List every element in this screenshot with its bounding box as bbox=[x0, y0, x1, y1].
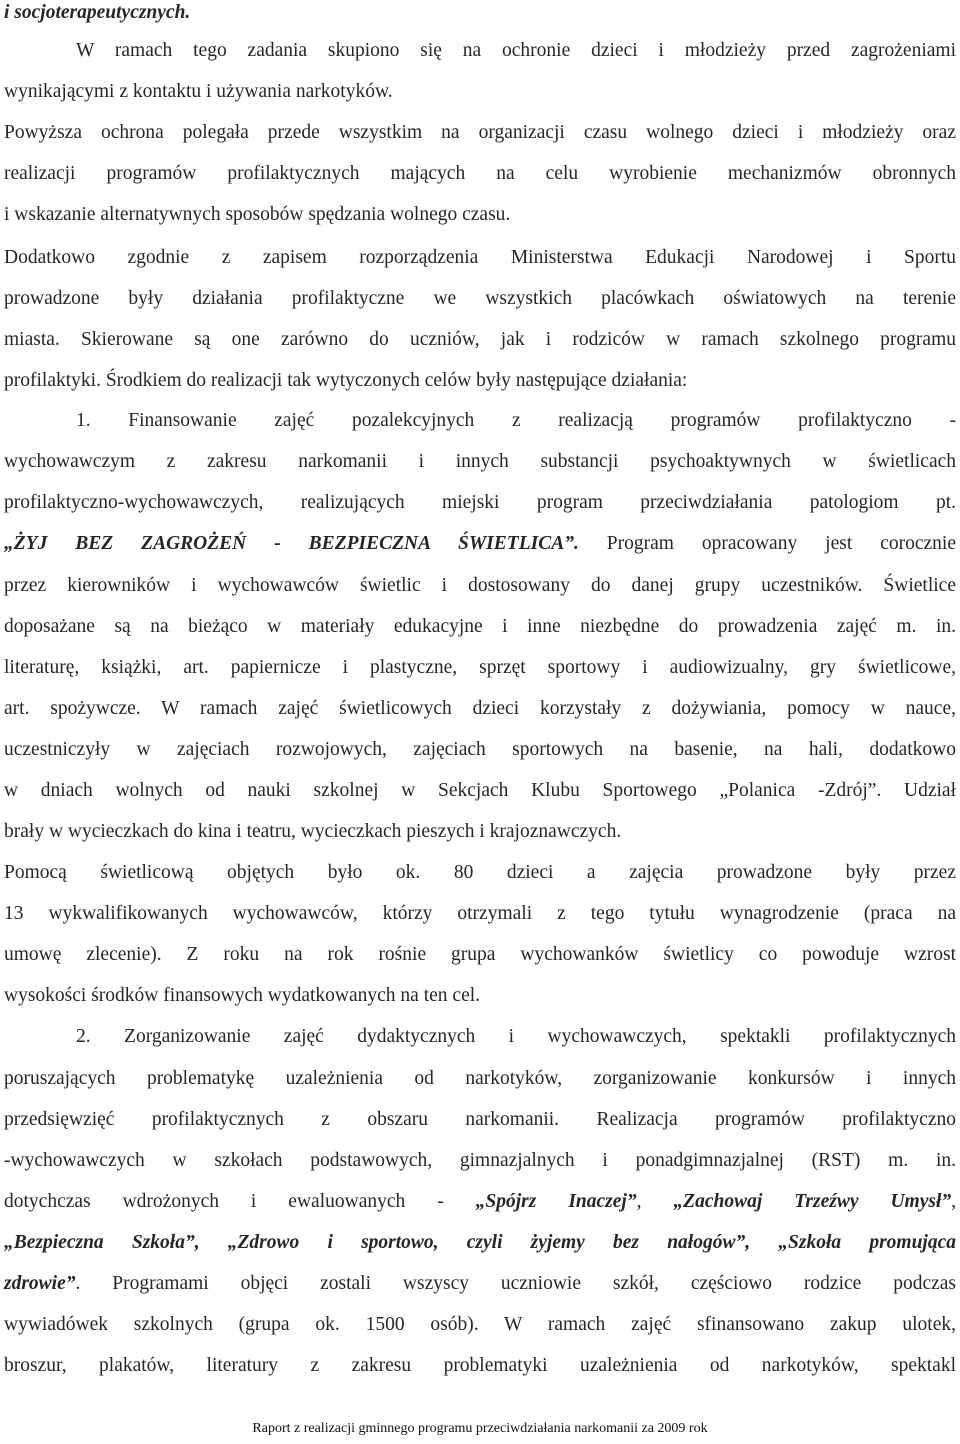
text-line bbox=[4, 1189, 956, 1215]
program-name: „Spójrz Inaczej” bbox=[475, 1191, 637, 1212]
program-name: zdrowie” bbox=[4, 1273, 76, 1294]
text-line: przedsięwzięć profilaktycznych z obszaru narkomanii. Realizacja programów profilaktyczno bbox=[4, 1109, 956, 1130]
text-line: Powyższa ochrona polegała przede wszystkim na organizacji czasu wolnego dzieci i młodzieży oraz bbox=[4, 122, 956, 143]
text-line: art. spożywcze. W ramach zajęć świetlicowych dzieci korzystały z dożywiania, pomocy w nauce, bbox=[4, 698, 956, 719]
text-line: w dniach wolnych od nauki szkolnej w Sekcjach Klubu Sportowego „Polanica -Zdrój”. Udział bbox=[4, 780, 956, 801]
text-line: uczestniczyły w zajęciach rozwojowych, zajęciach sportowych na basenie, na hali, dodatkowo bbox=[4, 739, 956, 760]
text-line: miasta. Skierowane są one zarówno do uczniów, jak i rodziców w ramach szkolnego programu bbox=[4, 329, 956, 350]
text-line: Dodatkowo zgodnie z zapisem rozporządzenia Ministerstwa Edukacji Narodowej i Sportu bbox=[4, 247, 956, 268]
text-span: , bbox=[951, 1191, 956, 1212]
program-title: „ŻYJ BEZ ZAGROŻEŃ - BEZPIECZNA ŚWIETLICA”. bbox=[4, 533, 579, 554]
page-footer: Raport z realizacji gminnego programu przeciwdziałania narkomanii za 2009 rok bbox=[252, 1421, 708, 1436]
text-line: prowadzone były działania profilaktyczne we wszystkich placówkach oświatowych na terenie bbox=[4, 288, 956, 309]
text-line: wysokości środków finansowych wydatkowanych na ten cel. bbox=[4, 985, 481, 1006]
text-line: W ramach tego zadania skupiono się na ochronie dzieci i młodzieży przed zagrożeniami bbox=[76, 40, 956, 61]
text-line: broszur, plakatów, literatury z zakresu problematyki uzależnienia od narkotyków, spektakl bbox=[4, 1355, 956, 1376]
text-line: wychowawczym z zakresu narkomanii i innych substancji psychoaktywnych w świetlicach bbox=[4, 451, 956, 472]
text-line: realizacji programów profilaktycznych mających na celu wyrobienie mechanizmów obronnych bbox=[4, 163, 956, 184]
text-line: umowę zlecenie). Z roku na rok rośnie grupa wychowanków świetlicy co powoduje wzrost bbox=[4, 944, 956, 965]
list-item-2-line: 2. Zorganizowanie zajęć dydaktycznych i wychowawczych, spektakli profilaktycznych bbox=[76, 1026, 956, 1047]
program-name: „Zachowaj Trzeźwy Umysł” bbox=[673, 1191, 952, 1212]
text-line bbox=[4, 1271, 956, 1297]
text-line: 13 wykwalifikowanych wychowawców, którzy otrzymali z tego tytułu wynagrodzenie (praca na bbox=[4, 903, 956, 924]
text-line: i wskazanie alternatywnych sposobów spędzania wolnego czasu. bbox=[4, 204, 511, 225]
text-line: doposażane są na bieżąco w materiały edukacyjne i inne niezbędne do prowadzenia zajęć m. in. bbox=[4, 616, 956, 637]
text-line bbox=[4, 531, 956, 557]
text-line: -wychowawczych w szkołach podstawowych, gimnazjalnych i ponadgimnazjalnej (RST) m. in. bbox=[4, 1150, 956, 1171]
text-line: profilaktyczno-wychowawczych, realizujących miejski program przeciwdziałania patologiom pt. bbox=[4, 492, 956, 513]
text-line: i socjoterapeutycznych. bbox=[4, 2, 191, 23]
list-item-1-line: 1. Finansowanie zajęć pozalekcyjnych z realizacją programów profilaktyczno - bbox=[76, 410, 956, 431]
text-line: Pomocą świetlicową objętych było ok. 80 dzieci a zajęcia prowadzone były przez bbox=[4, 862, 956, 883]
text-span: , bbox=[636, 1191, 674, 1212]
text-line: wynikającymi z kontaktu i używania narkotyków. bbox=[4, 81, 393, 102]
text-span: dotychczas wdrożonych i ewaluowanych - bbox=[4, 1191, 476, 1212]
text-line: brały w wycieczkach do kina i teatru, wycieczkach pieszych i krajoznawczych. bbox=[4, 821, 622, 842]
text-span: . Programami objęci zostali wszyscy uczniowie szkół, częściowo rodzice podczas bbox=[75, 1273, 956, 1294]
text-span: Program opracowany jest corocznie bbox=[578, 533, 956, 554]
program-names-line: „Bezpieczna Szkoła”, „Zdrowo i sportowo, czyli żyjemy bez nałogów”, „Szkoła promująca bbox=[4, 1232, 956, 1253]
text-line: przez kierowników i wychowawców świetlic i dostosowany do danej grupy uczestników. Świetlice bbox=[4, 575, 956, 596]
text-line: literaturę, książki, art. papiernicze i plastyczne, sprzęt sportowy i audiowizualny, gry świetlicowe, bbox=[4, 657, 956, 678]
text-line: profilaktyki. Środkiem do realizacji tak wytyczonych celów były następujące działania: bbox=[4, 370, 688, 391]
text-line: poruszających problematykę uzależnienia od narkotyków, zorganizowanie konkursów i innych bbox=[4, 1068, 956, 1089]
text-line: wywiadówek szkolnych (grupa ok. 1500 osób). W ramach zajęć sfinansowano zakup ulotek, bbox=[4, 1314, 956, 1335]
